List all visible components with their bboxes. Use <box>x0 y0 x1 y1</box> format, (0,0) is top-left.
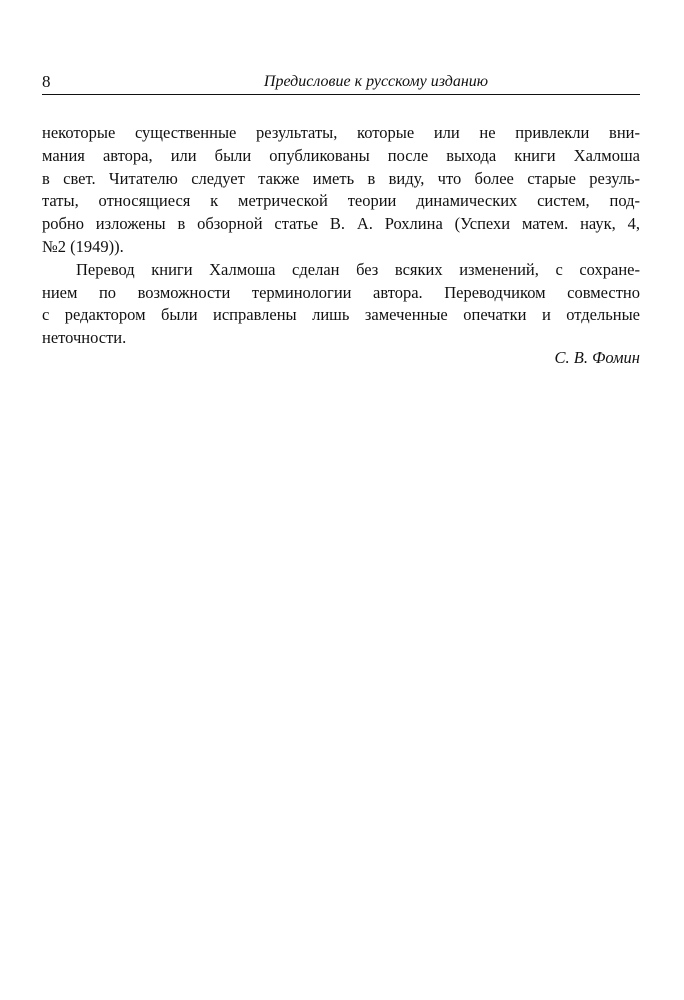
text-line: неточности. <box>42 328 127 348</box>
body-text <box>42 122 640 350</box>
paragraph-1 <box>42 122 640 259</box>
running-title: Предисловие к русскому изданию <box>263 73 489 90</box>
text-line: в свет. Читателю следует также иметь в виду, что более старые резуль- <box>42 168 640 188</box>
text-line: №2 (1949)). <box>42 236 124 256</box>
running-head <box>42 72 640 95</box>
text-line: Перевод книги Халмоша сделан без всяких изменений, с сохране- <box>76 259 640 279</box>
text-line: таты, относящиеся к метрической теории динамических систем, под- <box>42 191 640 211</box>
text-line: с редактором были исправлены лишь замеченные опечатки и отдельные <box>42 305 640 325</box>
text-line: нием по возможности терминологии автора. Переводчиком совместно <box>42 282 640 302</box>
page-number: 8 <box>42 72 51 91</box>
paragraph-2 <box>42 259 640 350</box>
author-signature: С. В. Фомин <box>554 348 640 367</box>
text-line: некоторые существенные результаты, которые или не привлекли вни- <box>42 123 640 142</box>
text-line: робно изложены в обзорной статье В. А. Рохлина (Успехи матем. наук, 4, <box>42 214 640 234</box>
text-line: мания автора, или были опубликованы после выхода книги Халмоша <box>42 145 640 165</box>
